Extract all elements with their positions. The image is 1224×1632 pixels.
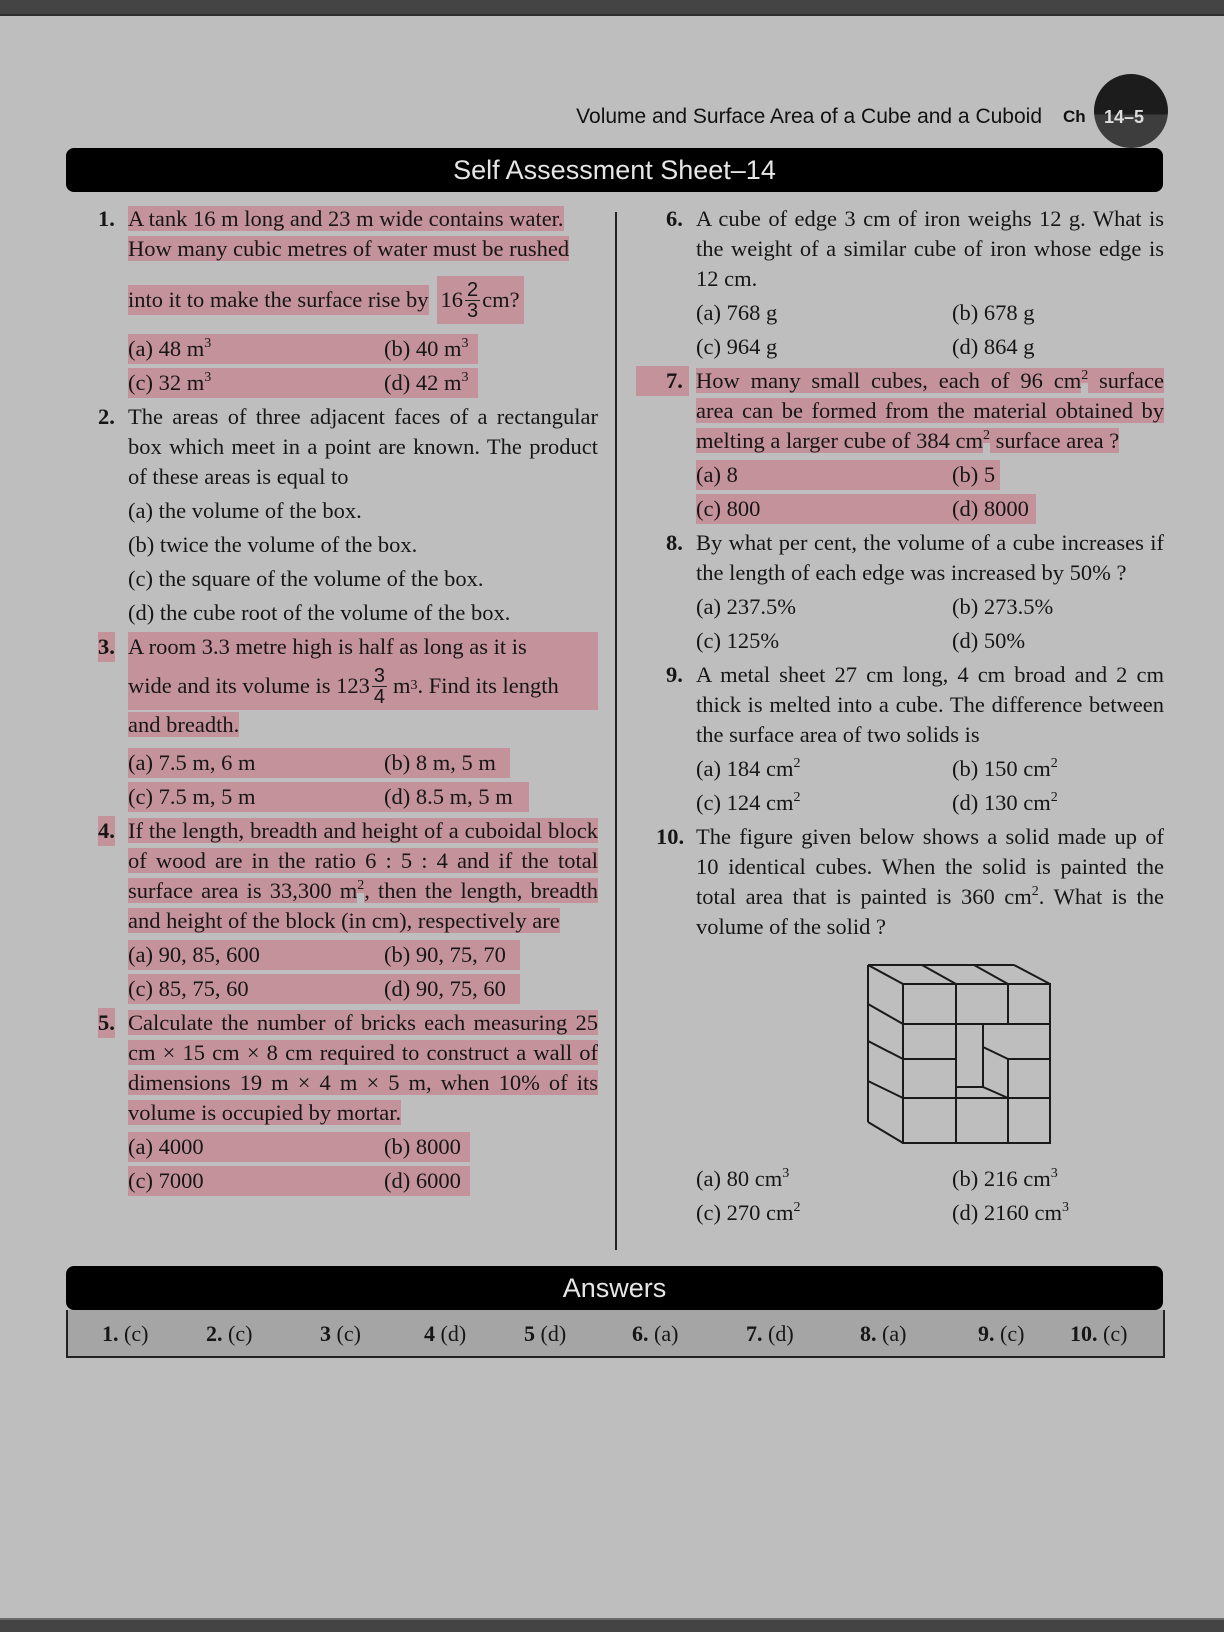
option-d[interactable]: (d) 864 g	[952, 334, 1035, 359]
question-text: A metal sheet 27 cm long, 4 cm broad and 2 cm thick is melted into a cube. The difference between the surface area of two solids is	[696, 662, 1164, 747]
answer-2: 2. (c)	[206, 1321, 253, 1346]
viewer-bottom-bar	[0, 1618, 1224, 1632]
question-text: How many cubic metres of water must be rushed	[128, 236, 570, 261]
question-number: 9.	[666, 662, 683, 687]
chapter-prefix: Ch	[1063, 107, 1086, 126]
option-b[interactable]: (b) 90, 75, 70	[384, 940, 520, 970]
question-number: 4.	[98, 816, 115, 846]
options	[696, 460, 1164, 528]
option-d[interactable]: (d) 6000	[384, 1166, 470, 1196]
question-text: By what per cent, the volume of a cube increases if the length of each edge was increased by 50% ?	[696, 530, 1164, 585]
question-8	[636, 528, 1164, 660]
question-text: into it to make the surface rise by	[128, 285, 429, 315]
option-d[interactable]: (d) 8000	[952, 494, 1036, 524]
option-b[interactable]: (b) 678 g	[952, 300, 1035, 325]
option-c[interactable]: (c) 32 $m^3$	[128, 368, 384, 398]
option-d[interactable]: (d) 90, 75, 60	[384, 974, 520, 1004]
option-b[interactable]: (b) 40 $m^3$	[384, 334, 478, 364]
answer-9: 9. (c)	[978, 1321, 1025, 1346]
option-c[interactable]: (c) 125%	[696, 628, 780, 653]
options	[128, 334, 598, 402]
option-b[interactable]: (b) 8 m, 5 m	[384, 748, 510, 778]
question-number: 3.	[98, 632, 115, 662]
option-d[interactable]: (d) 130 $cm^2$	[952, 790, 1058, 815]
answer-7: 7. (d)	[746, 1321, 794, 1346]
option-a[interactable]: (a) the volume of the box.	[128, 498, 362, 523]
option-c[interactable]: (c) 270 $cm^2$	[696, 1200, 801, 1225]
option-a[interactable]: (a) 4000	[128, 1132, 384, 1162]
question-number: 2.	[98, 404, 115, 429]
chapter-title: Volume and Surface Area of a Cube and a Cuboid	[576, 105, 1042, 128]
right-column	[636, 204, 1164, 1232]
question-number: 7.	[636, 366, 689, 396]
option-d[interactable]: (d) 8.5 m, 5 m	[384, 782, 529, 812]
question-1	[98, 204, 598, 402]
question-9	[636, 660, 1164, 822]
question-10: 10. The figure given below shows a solid made up of 10 identical cubes. When the solid is painted the total area that is painted is 360 $cm^2$. What is the volume of the solid ? (a) 80 $cm^3$ (b) 216 $cm^3$ (c) 270 $cm^2$ (d) 2160 $cm^3$	[636, 822, 1164, 1232]
question-text: A tank 16 m long and 23 m wide contains water.	[128, 206, 564, 231]
answer-3: 3 (c)	[320, 1321, 361, 1346]
viewer-top-bar	[0, 0, 1224, 16]
option-b[interactable]: (b) 216 $cm^3$	[952, 1166, 1058, 1191]
question-text: A room 3.3 metre high is half as long as it is	[128, 632, 598, 662]
answers-row	[66, 1310, 1165, 1358]
option-b[interactable]: (b) 8000	[384, 1132, 470, 1162]
option-c[interactable]: (c) 7.5 m, 5 m	[128, 782, 384, 812]
question-number: 10.	[656, 824, 685, 849]
option-c[interactable]: (c) the square of the volume of the box.	[128, 566, 484, 591]
options	[128, 940, 598, 1008]
options	[696, 754, 1164, 822]
options	[696, 1164, 1164, 1232]
option-c[interactable]: (c) 124 $cm^2$	[696, 790, 801, 815]
options	[128, 748, 598, 816]
option-a[interactable]: (a) 237.5%	[696, 594, 796, 619]
option-a[interactable]: (a) 768 g	[696, 300, 778, 325]
answer-4: 4 (d)	[424, 1321, 467, 1346]
options	[696, 592, 1164, 660]
answer-8: 8. (a)	[860, 1321, 907, 1346]
question-text: and breadth.	[128, 712, 240, 737]
option-c[interactable]: (c) 964 g	[696, 334, 778, 359]
answer-10: 10. (c)	[1070, 1321, 1128, 1346]
option-a[interactable]: (a) 184 $cm^2$	[696, 756, 801, 781]
options	[128, 1132, 598, 1200]
option-a[interactable]: (a) 7.5 m, 6 m	[128, 748, 384, 778]
question-number: 1.	[98, 206, 115, 231]
option-a[interactable]: (a) 90, 85, 600	[128, 940, 384, 970]
answer-1: 1. (c)	[102, 1321, 149, 1346]
question-text: The areas of three adjacent faces of a rectangular box which meet in a point are known. The product of these areas is equal to	[128, 404, 598, 489]
question-7: 7. How many small cubes, each of 96 $cm^2$ surface area can be formed from the material obtained by melting a larger cube of 384 $cm^2$ surface area ? (a) 8 (b) 5 (c) 800 (d) 8000	[636, 366, 1164, 528]
question-text: Calculate the number of bricks each measuring 25 cm × 15 cm × 8 cm required to construct a wall of dimensions 19 m × 4 m × 5 m, when 10% of its volume is occupied by mortar.	[128, 1010, 598, 1125]
question-3: 3. A room 3.3 metre high is half as long as it is wide and its volume is 123 $\frac{3}{4}$ m 3 . Find its length and breadth. (a) 7.5 m, 6 m (b) 8 m, 5 m (c) 7.5 m, 5 m (d) 8.5 m, 5 m	[98, 632, 598, 816]
option-a[interactable]: (a) 8	[696, 460, 952, 490]
option-b[interactable]: (b) 5	[952, 460, 1000, 490]
question-6	[636, 204, 1164, 366]
question-number: 5.	[98, 1008, 115, 1038]
option-a[interactable]: (a) 48 $m^3$	[128, 334, 384, 364]
option-c[interactable]: (c) 7000	[128, 1166, 384, 1196]
sheet-title-banner: Self Assessment Sheet–14	[66, 148, 1163, 192]
question-2	[98, 402, 598, 628]
option-b[interactable]: (b) twice the volume of the box.	[128, 532, 418, 557]
column-divider	[615, 212, 617, 1250]
question-5	[98, 1008, 598, 1200]
question-4: 4. If the length, breadth and height of a cuboidal block of wood are in the ratio 6 : 5 : 4 and if the total surface area is 33,300 $m^2$, then the length, breadth and height of the block (in cm), respectively are (a) 90, 85, 600 (b) 90, 75, 70 (c) 85, 75, 60 (d) 90, 75, 60	[98, 816, 598, 1008]
options	[696, 298, 1164, 366]
question-text: A cube of edge 3 cm of iron weighs 12 g. What is the weight of a similar cube of iron whose edge is 12 cm.	[696, 206, 1164, 291]
option-c[interactable]: (c) 800	[696, 494, 952, 524]
answer-5: 5 (d)	[524, 1321, 567, 1346]
option-b[interactable]: (b) 150 $cm^2$	[952, 756, 1058, 781]
chapter-header	[0, 100, 1224, 140]
option-b[interactable]: (b) 273.5%	[952, 594, 1054, 619]
question-number: 8.	[666, 530, 683, 555]
option-a[interactable]: (a) 80 $cm^3$	[696, 1166, 790, 1191]
answers-banner: Answers	[66, 1266, 1163, 1310]
answer-6: 6. (a)	[632, 1321, 679, 1346]
option-d[interactable]: (d) 50%	[952, 628, 1026, 653]
option-c[interactable]: (c) 85, 75, 60	[128, 974, 384, 1004]
option-d[interactable]: (d) the cube root of the volume of the box.	[128, 600, 511, 625]
question-number: 6.	[666, 206, 683, 231]
cubes-solid-figure	[866, 962, 1066, 1148]
left-column	[98, 204, 598, 1200]
option-d[interactable]: (d) 42 $m^3$	[384, 368, 478, 398]
page-number: 14–5	[1104, 107, 1145, 127]
option-d[interactable]: (d) 2160 $cm^3$	[952, 1200, 1069, 1225]
mixed-fraction: 16 $\frac{2}{3}$ cm?	[437, 276, 524, 324]
